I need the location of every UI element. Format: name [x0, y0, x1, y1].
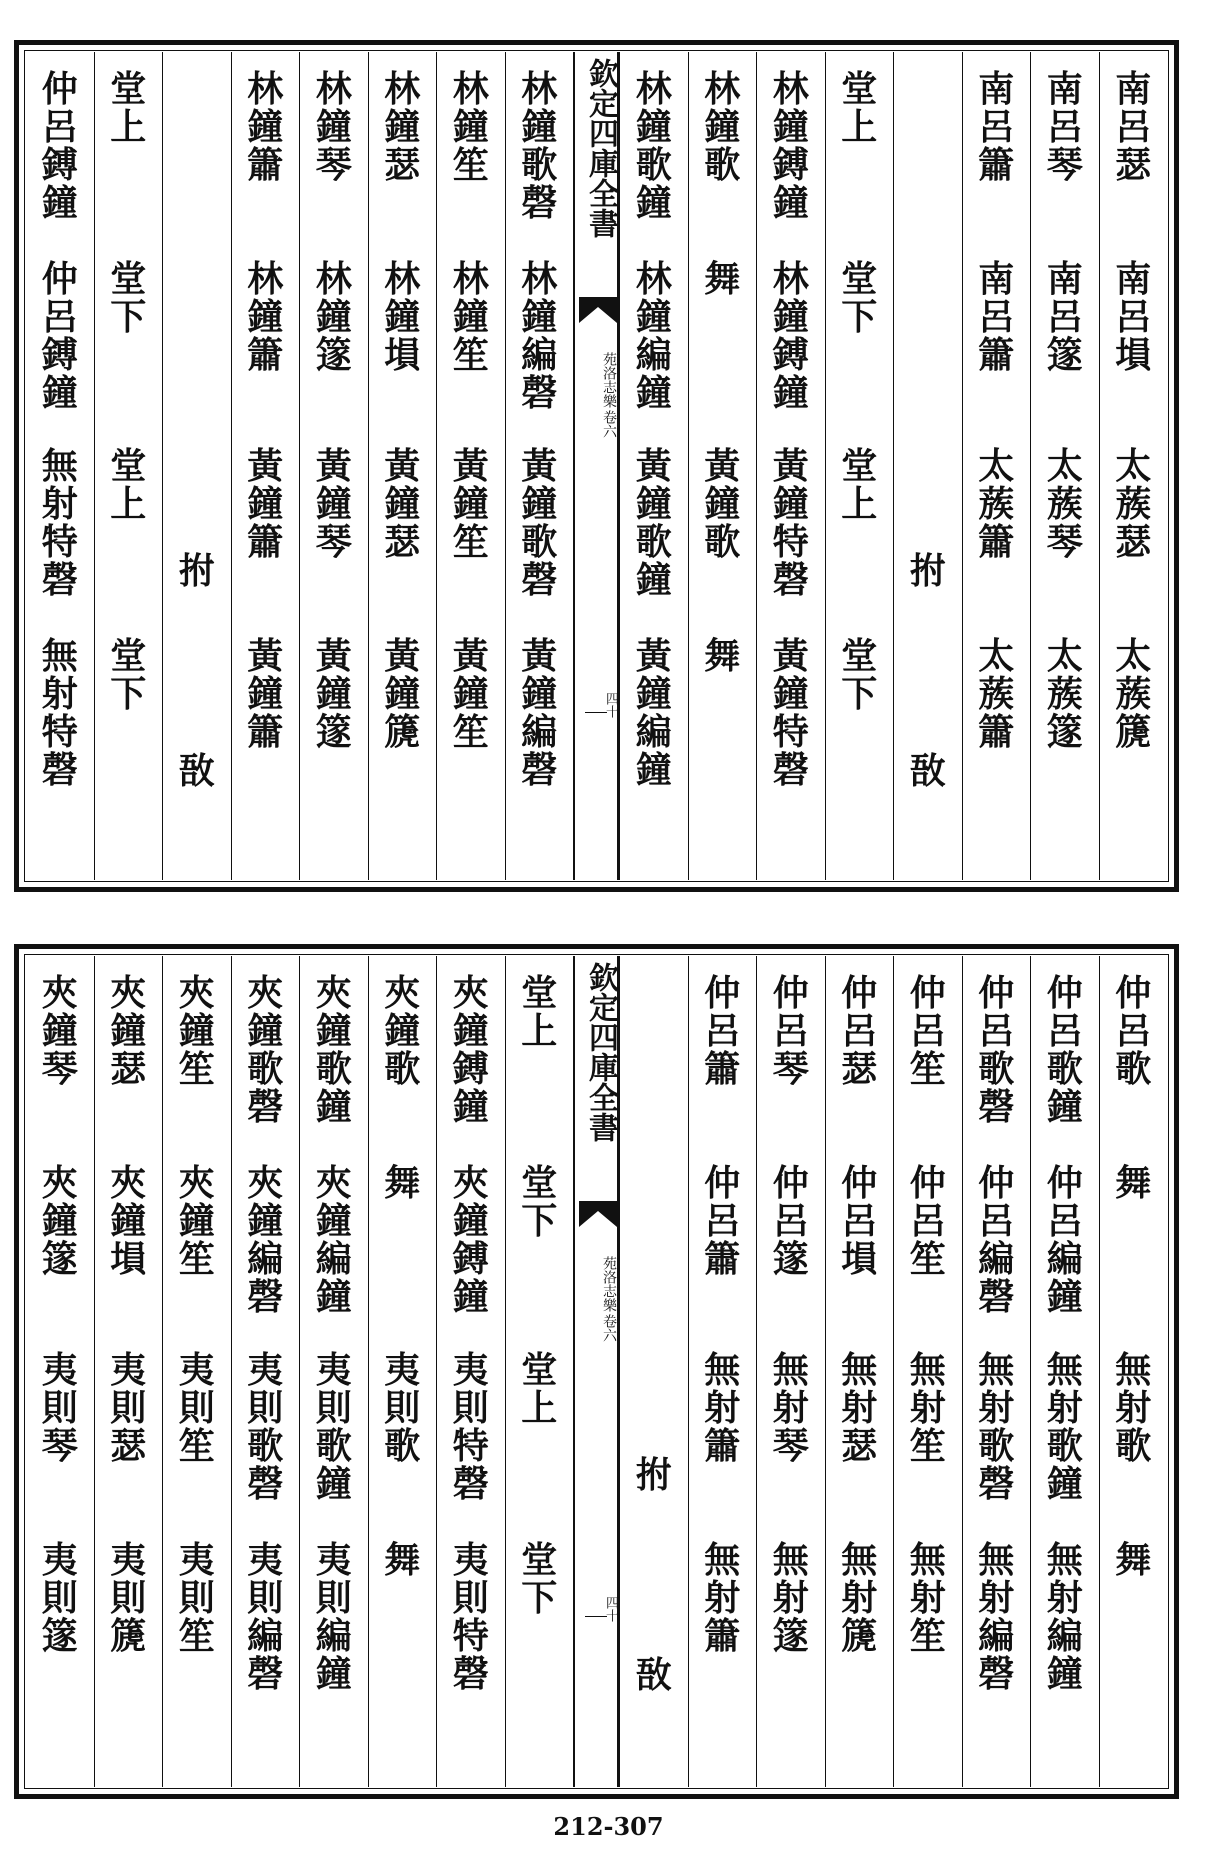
spine-subtitle — [575, 1256, 617, 1342]
text-cell: 敔 — [635, 1654, 672, 1696]
text-cell: 太 蔟 瑟 — [1115, 445, 1152, 563]
text-cell: 仲 呂 歌 — [1115, 972, 1152, 1090]
lower-page — [14, 944, 1179, 1799]
text-cell: 仲 呂 笙 — [909, 1162, 946, 1280]
text-cell: 仲 呂 笙 — [909, 972, 946, 1090]
spine-title: 欽定四庫全書 — [583, 962, 618, 1142]
text-cell: 南 呂 簫 — [978, 68, 1015, 186]
text-cell: 堂 上 — [521, 1349, 558, 1429]
text-cell: 夷 則 琴 — [41, 1349, 78, 1467]
text-cell: 舞 — [1115, 1539, 1152, 1581]
text-column — [368, 956, 437, 1787]
text-cell: 黃 鐘 特 磬 — [772, 445, 809, 601]
text-cell: 林 鐘 歌 磬 — [521, 68, 558, 224]
text-cell: 林 鐘 笙 — [452, 258, 489, 376]
text-cell: 堂 下 — [841, 258, 878, 338]
text-column — [1099, 52, 1168, 880]
text-cell: 黃 鐘 歌 磬 — [521, 445, 558, 601]
text-column — [436, 956, 505, 1787]
text-column — [825, 52, 894, 880]
text-column — [962, 956, 1031, 1787]
text-cell: 堂 上 — [841, 445, 878, 525]
text-cell: 仲 呂 簫 — [704, 972, 741, 1090]
lower-page-columns — [26, 956, 1167, 1787]
text-cell: 林 鐘 鎛 鐘 — [772, 68, 809, 224]
text-cell: 夷 則 特 磬 — [452, 1539, 489, 1695]
text-cell: 無 射 琴 — [772, 1349, 809, 1467]
text-cell: 夷 則 笙 — [178, 1539, 215, 1657]
text-cell: 林 鐘 歌 — [704, 68, 741, 186]
text-cell: 夾 鐘 笙 — [178, 972, 215, 1090]
text-cell: 南 呂 瑟 — [1115, 68, 1152, 186]
text-cell: 林 鐘 歌 鐘 — [635, 68, 672, 224]
text-cell: 仲 呂 篴 — [772, 1162, 809, 1280]
text-cell: 堂 下 — [841, 635, 878, 715]
text-cell: 無 射 歌 — [1115, 1349, 1152, 1467]
text-cell: 夾 鐘 篴 — [41, 1162, 78, 1280]
spine-column — [573, 956, 619, 1787]
text-column — [162, 52, 231, 880]
text-cell: 黃 鐘 簫 — [247, 635, 284, 753]
text-cell: 黃 鐘 歌 鐘 — [635, 445, 672, 601]
text-cell: 太 蔟 簫 — [978, 635, 1015, 753]
text-cell: 黃 鐘 特 磬 — [772, 635, 809, 791]
text-cell: 夷 則 歌 鐘 — [315, 1349, 352, 1505]
text-column — [893, 52, 962, 880]
text-cell: 無 射 歌 鐘 — [1046, 1349, 1083, 1505]
text-cell: 仲 呂 琴 — [772, 972, 809, 1090]
text-cell: 堂 上 — [521, 972, 558, 1052]
spine-book-title: 苑洛志樂 — [601, 1256, 617, 1312]
text-cell: 夾 鐘 鎛 鐘 — [452, 972, 489, 1128]
text-column — [1030, 52, 1099, 880]
text-cell: 敔 — [178, 750, 215, 792]
text-column — [26, 956, 94, 1787]
text-cell: 夾 鐘 笙 — [178, 1162, 215, 1280]
text-cell: 夷 則 編 磬 — [247, 1539, 284, 1695]
text-cell: 無 射 瑟 — [841, 1349, 878, 1467]
text-cell: 黃 鐘 篴 — [315, 635, 352, 753]
text-column — [162, 956, 231, 1787]
text-column — [231, 52, 300, 880]
text-cell: 南 呂 琴 — [1046, 68, 1083, 186]
text-cell: 仲 呂 鎛 鐘 — [41, 258, 78, 414]
text-column — [299, 52, 368, 880]
text-cell: 無 射 編 磬 — [978, 1539, 1015, 1695]
fishtail-mark-icon — [579, 297, 617, 323]
spine-title: 欽定四庫全書 — [583, 58, 618, 238]
text-cell: 無 射 笙 — [909, 1349, 946, 1467]
text-cell: 黃 鐘 篪 — [384, 635, 421, 753]
text-cell: 夾 鐘 鎛 鐘 — [452, 1162, 489, 1318]
spine-folio-number: 四十 — [603, 1596, 618, 1622]
text-cell: 林 鐘 編 鐘 — [635, 258, 672, 414]
text-cell: 無 射 篴 — [772, 1539, 809, 1657]
text-cell: 夷 則 特 磬 — [452, 1349, 489, 1505]
text-cell: 仲 呂 編 鐘 — [1046, 1162, 1083, 1318]
text-cell: 黃 鐘 編 鐘 — [635, 635, 672, 791]
text-cell: 拊 — [909, 550, 946, 592]
text-cell: 夾 鐘 歌 — [384, 972, 421, 1090]
text-cell: 夷 則 瑟 — [110, 1349, 147, 1467]
text-cell: 無 射 簫 — [704, 1539, 741, 1657]
text-cell: 夾 鐘 琴 — [41, 972, 78, 1090]
text-cell: 夷 則 篪 — [110, 1539, 147, 1657]
text-cell: 無 射 特 磬 — [41, 635, 78, 791]
text-cell: 夾 鐘 瑟 — [110, 972, 147, 1090]
text-cell: 堂 下 — [521, 1539, 558, 1619]
text-cell: 仲 呂 簫 — [704, 1162, 741, 1280]
text-cell: 夾 鐘 塤 — [110, 1162, 147, 1280]
spine-volume: 卷六 — [601, 1314, 617, 1342]
text-cell: 堂 上 — [841, 68, 878, 148]
text-column — [505, 52, 574, 880]
text-cell: 南 呂 篴 — [1046, 258, 1083, 376]
text-cell: 夾 鐘 編 磬 — [247, 1162, 284, 1318]
text-column — [619, 52, 688, 880]
text-cell: 林 鐘 琴 — [315, 68, 352, 186]
text-cell: 太 蔟 篪 — [1115, 635, 1152, 753]
text-column — [505, 956, 574, 1787]
text-cell: 敔 — [909, 750, 946, 792]
text-cell: 林 鐘 笙 — [452, 68, 489, 186]
text-column — [893, 956, 962, 1787]
text-cell: 林 鐘 簫 — [247, 68, 284, 186]
spine-rule — [585, 1616, 607, 1617]
text-cell: 黃 鐘 琴 — [315, 445, 352, 563]
text-column — [299, 956, 368, 1787]
text-column — [231, 956, 300, 1787]
text-cell: 夷 則 編 鐘 — [315, 1539, 352, 1695]
text-column — [619, 956, 688, 1787]
text-cell: 仲 呂 歌 磬 — [978, 972, 1015, 1128]
text-cell: 夷 則 歌 磬 — [247, 1349, 284, 1505]
text-cell: 無 射 簫 — [704, 1349, 741, 1467]
text-column — [688, 956, 757, 1787]
text-cell: 堂 下 — [521, 1162, 558, 1242]
text-cell: 黃 鐘 瑟 — [384, 445, 421, 563]
text-column — [1099, 956, 1168, 1787]
upper-page-columns — [26, 52, 1167, 880]
text-cell: 夷 則 篴 — [41, 1539, 78, 1657]
text-cell: 林 鐘 簫 — [247, 258, 284, 376]
text-cell: 夾 鐘 歌 磬 — [247, 972, 284, 1128]
text-cell: 黃 鐘 笙 — [452, 635, 489, 753]
text-column — [368, 52, 437, 880]
text-cell: 林 鐘 塤 — [384, 258, 421, 376]
text-cell: 仲 呂 歌 鐘 — [1046, 972, 1083, 1128]
text-cell: 南 呂 塤 — [1115, 258, 1152, 376]
spine-volume: 卷六 — [601, 410, 617, 438]
text-cell: 夷 則 歌 — [384, 1349, 421, 1467]
text-cell: 太 蔟 簫 — [978, 445, 1015, 563]
text-cell: 舞 — [384, 1539, 421, 1581]
text-cell: 黃 鐘 歌 — [704, 445, 741, 563]
text-cell: 舞 — [704, 258, 741, 300]
text-column — [825, 956, 894, 1787]
text-cell: 舞 — [1115, 1162, 1152, 1204]
text-cell: 仲 呂 塤 — [841, 1162, 878, 1280]
text-cell: 堂 上 — [110, 445, 147, 525]
text-cell: 南 呂 簫 — [978, 258, 1015, 376]
text-cell: 拊 — [635, 1454, 672, 1496]
text-cell: 林 鐘 鎛 鐘 — [772, 258, 809, 414]
text-column — [1030, 956, 1099, 1787]
text-cell: 堂 下 — [110, 258, 147, 338]
text-cell: 夷 則 笙 — [178, 1349, 215, 1467]
text-column — [756, 956, 825, 1787]
text-cell: 無 射 歌 磬 — [978, 1349, 1015, 1505]
text-cell: 無 射 篪 — [841, 1539, 878, 1657]
text-cell: 黃 鐘 簫 — [247, 445, 284, 563]
text-cell: 堂 下 — [110, 635, 147, 715]
text-cell: 黃 鐘 笙 — [452, 445, 489, 563]
spine-rule — [585, 712, 607, 713]
text-cell: 太 蔟 篴 — [1046, 635, 1083, 753]
text-cell: 舞 — [704, 635, 741, 677]
spine-subtitle — [575, 352, 617, 438]
text-cell: 仲 呂 鎛 鐘 — [41, 68, 78, 224]
text-cell: 林 鐘 瑟 — [384, 68, 421, 186]
spine-folio-number: 四十 — [603, 692, 618, 718]
text-cell: 林 鐘 編 磬 — [521, 258, 558, 414]
fishtail-mark-icon — [579, 1201, 617, 1227]
spine-book-title: 苑洛志樂 — [601, 352, 617, 408]
text-column — [94, 956, 163, 1787]
text-cell: 無 射 編 鐘 — [1046, 1539, 1083, 1695]
text-cell: 夾 鐘 編 鐘 — [315, 1162, 352, 1318]
text-cell: 拊 — [178, 550, 215, 592]
upper-page — [14, 40, 1179, 892]
text-column — [436, 52, 505, 880]
text-cell: 無 射 特 磬 — [41, 445, 78, 601]
text-cell: 舞 — [384, 1162, 421, 1204]
text-column — [26, 52, 94, 880]
text-cell: 太 蔟 琴 — [1046, 445, 1083, 563]
text-cell: 仲 呂 瑟 — [841, 972, 878, 1090]
text-column — [962, 52, 1031, 880]
text-cell: 仲 呂 編 磬 — [978, 1162, 1015, 1318]
text-cell: 黃 鐘 編 磬 — [521, 635, 558, 791]
text-cell: 無 射 笙 — [909, 1539, 946, 1657]
text-cell: 堂 上 — [110, 68, 147, 148]
page-number: 212-307 — [553, 1812, 664, 1841]
text-column — [94, 52, 163, 880]
text-cell: 林 鐘 篴 — [315, 258, 352, 376]
text-column — [756, 52, 825, 880]
text-column — [688, 52, 757, 880]
text-cell: 夾 鐘 歌 鐘 — [315, 972, 352, 1128]
spine-column — [573, 52, 619, 880]
